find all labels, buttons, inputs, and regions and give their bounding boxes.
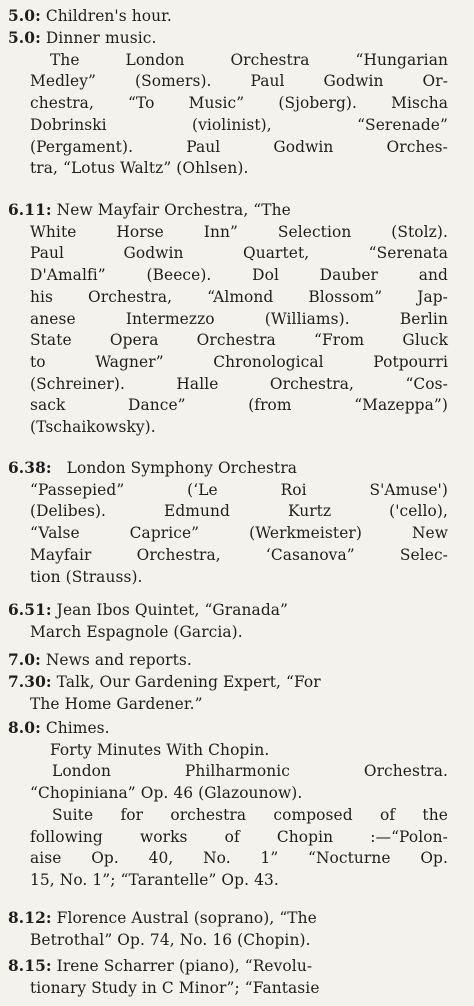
entry-title: News and reports. — [45, 651, 192, 669]
entry-line: March Espagnole (Garcia). — [30, 622, 243, 641]
entry-line: D'Amalfi” (Beece). Dol Dauber and — [30, 266, 448, 285]
entry-time: 6.51: — [8, 601, 52, 619]
entry-line: White Horse Inn” Selection (Stolz). — [30, 222, 448, 241]
entry-title: Irene Scharrer (piano), “Revolu- — [56, 957, 313, 975]
entry-line: (Pergament). Paul Godwin Orches- — [30, 137, 448, 156]
entry-line: Mayfair Orchestra, ‘Casanova” Selec- — [30, 545, 448, 564]
entry-time: 8.15: — [8, 957, 52, 975]
entry-title: Jean Ibos Quintet, “Granada” — [56, 601, 289, 619]
entry-time: 7.0: — [8, 651, 41, 669]
entry-line: tionary Study in C Minor”; “Fantasie — [30, 978, 320, 997]
entry-line: “Chopiniana” Op. 46 (Glazounow). — [30, 784, 303, 803]
entry-title: Dinner music. — [45, 29, 157, 47]
program-entry — [8, 200, 448, 439]
program-entry — [8, 600, 448, 643]
entry-line: tra, “Lotus Waltz” (Ohlsen). — [30, 159, 249, 178]
entry-time: 6.11: — [8, 201, 52, 219]
entry-title: London Symphony Orchestra — [66, 459, 298, 477]
entry-line: London Philharmonic Orchestra. — [52, 762, 448, 781]
program-entry — [8, 908, 448, 951]
entry-line: Paul Godwin Quartet, “Serenata — [30, 244, 448, 263]
entry-time: 6.38: — [8, 459, 52, 477]
entry-line: tion (Strauss). — [30, 567, 143, 586]
entry-title: Talk, Our Gardening Expert, “For — [56, 673, 321, 691]
entry-line: (Tschaikowsky). — [30, 418, 156, 437]
entry-line: sack Dance” (from “Mazeppa”) — [30, 396, 448, 415]
entry-line: (Delibes). Edmund Kurtz ('cello), — [30, 502, 448, 521]
entry-title: New Mayfair Orchestra, “The — [56, 201, 291, 219]
entry-line: (Schreiner). Halle Orchestra, “Cos- — [30, 374, 448, 393]
program-entry — [8, 718, 448, 892]
entry-line: The Home Gardener.” — [30, 694, 203, 713]
entry-time: 7.30: — [8, 673, 52, 691]
entry-time: 5.0: — [8, 29, 41, 47]
entry-line: Betrothal” Op. 74, No. 16 (Chopin). — [30, 930, 311, 949]
program-entry — [8, 650, 448, 672]
section-heading: Forty Minutes With Chopin. — [50, 740, 270, 759]
entry-line: Suite for orchestra composed of the — [52, 805, 448, 824]
entry-line: Medley” (Somers). Paul Godwin Or- — [30, 72, 448, 91]
entry-line: “Valse Caprice” (Werkmeister) New — [30, 524, 448, 543]
entry-line: his Orchestra, “Almond Blossom” Jap- — [30, 287, 448, 306]
entry-line: “Passepied” (‘Le Roi S'Amuse') — [30, 480, 448, 499]
entry-line: anese Intermezzo (Williams). Berlin — [30, 309, 448, 328]
entry-line: chestra, “To Music” (Sjoberg). Mischa — [30, 94, 448, 113]
program-entry — [8, 458, 448, 588]
entry-time: 5.0: — [8, 7, 41, 25]
entry-line: to Wagner” Chronological Potpourri — [30, 352, 448, 371]
entry-title: Children's hour. — [45, 7, 172, 25]
entry-line: aise Op. 40, No. 1” “Nocturne Op. — [30, 849, 448, 868]
entry-line: Dobrinski (violinist), “Serenade” — [30, 115, 448, 134]
entry-title: Florence Austral (soprano), “The — [56, 909, 317, 927]
program-entry — [8, 672, 448, 715]
entry-line: The London Orchestra “Hungarian — [50, 50, 448, 69]
entry-line: following works of Chopin :—“Polon- — [30, 827, 448, 846]
program-entry — [8, 28, 448, 180]
entry-line: State Opera Orchestra “From Gluck — [30, 331, 448, 350]
entry-time: 8.0: — [8, 719, 41, 737]
entry-line: 15, No. 1”; “Tarantelle” Op. 43. — [30, 870, 279, 889]
entry-time: 8.12: — [8, 909, 52, 927]
program-entry — [8, 956, 448, 999]
program-entry — [8, 6, 448, 28]
entry-title: Chimes. — [45, 719, 110, 737]
